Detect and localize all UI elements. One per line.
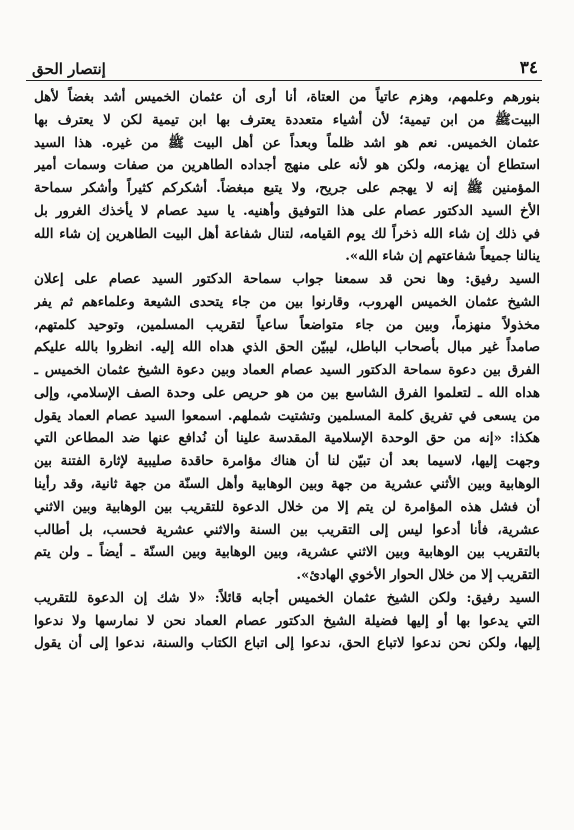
text-line: الوهابية وبين الأثني عشرية من جهة وبين الوهابية وأهل السنّة من جهة ثانية، وقد رأينا: [34, 476, 540, 493]
body-text: [34, 86, 540, 655]
text-line: بالتقريب بين الوهابية وبين الاثني عشرية، وبين الوهابية وبين السنّة ـ أيضاً ـ ولن يتم: [34, 544, 540, 561]
text-line: استطاع أن يهزمه، ولكن هو لأنه على منهج أجداده الطاهرين من صفات وسمات أمير: [34, 157, 540, 174]
text-line: إليها، ولكن نحن ندعوا لاتباع الحق، ندعوا إلى اتباع الكتاب والسنة، ندعوا إلى أن يقول: [34, 635, 540, 652]
text-line: المؤمنين ﷺ إنه لا يهجم على جريح، ولا يتبع مبغضاً. أشكركم كثيراً وأشكر سماحة: [34, 180, 540, 197]
page-number: ٣٤: [519, 58, 538, 78]
text-line: ينالنا جميعاً شفاعتهم إن شاء الله».: [345, 248, 540, 265]
text-line: من يسعى في تفريق كلمة المسلمين وتشتيت شملهم. اسمعوا السيد عصام العماد يقول: [34, 407, 540, 424]
text-line: الفرق بين دعوة سماحة الدكتور السيد عصام العماد وبين دعوة الشيخ عثمان الخميس ـ: [34, 362, 540, 379]
text-line: هداه الله ـ لتعلموا الفرق الشاسع بين من هو حريص على وحدة الصف الإسلامي، وإلى: [34, 384, 540, 401]
text-line: السيد رفيق: وها نحن قد سمعنا جواب سماحة الدكتور السيد عصام على إعلان: [34, 271, 540, 288]
text-line: التقريب إلا من خلال الحوار الأخوي الهادئ».: [296, 567, 540, 584]
text-line: عثمان الخميس. نعم هو اشد ظلماً وبعداً عن أهل البيت ﷺ من غيره. هذا السيد: [34, 134, 540, 151]
header-divider: [26, 80, 542, 81]
page-header: [28, 58, 540, 80]
text-line: هكذا: «إنه من حق الوحدة الإسلامية المقدسة علينا أن نُدافع عنها ضد المطاعن التي: [34, 430, 540, 447]
text-line: الأخ السيد الدكتور عصام على هذا التوفيق وأهنيه. يا سيد عصام لا يأخذك الغرور بل: [34, 202, 540, 219]
text-line: وجهت إليها، لاسيما بعد أن تبيّن لنا أن هناك مؤامرة حاقدة صليبية لإثارة الفتنة بين: [34, 453, 540, 470]
running-title: إنتصار الحق: [32, 60, 106, 78]
text-line: صامداً غير مبال بأصحاب الباطل، ليبيّن الحق الذي هداه الله إليه. انظروا بالله عليكم: [34, 339, 540, 356]
text-line: أن فشل هذه المؤامرة لن يتم إلا من خلال الدعوة للتقريب بين الوهابية وبين الاثني: [34, 498, 540, 515]
text-line: بنورهم وعلمهم، وهزم عاتياً من العتاة، أنا أرى أن عثمان الخميس أشد بغضاً لأهل: [34, 89, 540, 105]
text-line: مخذولاً منهزماً، وبين من جاء متواضعاً ساعياً لتقريب المسلمين، وتوحيد كلمتهم،: [34, 316, 540, 333]
text-line: الشيخ عثمان الخميس الهروب، وقارنوا بين من جاء يتحدى الشيعة وعلماءهم ثم يفر: [34, 293, 540, 310]
text-line: في ذلك إن شاء الله ذخراً لك يوم القيامه، لتنال شفاعة أهل البيت الطاهرين إن شاء الله: [34, 225, 540, 242]
text-line: التي يدعوا بها أو إليها فضيلة الشيخ الدكتور عصام العماد نحن لا نمارسها ولا ندعوا: [34, 612, 540, 629]
text-line: البيتﷺ من ابن تيمية؛ لأن أشياء متعددة يعترف بها ابن تيمية لكن لا يعترف بها: [34, 111, 540, 128]
text-line: السيد رفيق: ولكن الشيخ عثمان الخميس أجابه قائلاً: «لا شك إن الدعوة للتقريب: [34, 589, 540, 606]
text-line: عشرية، فأنا أدعوا ليس إلى التقريب بين السنة والاثني عشرية فحسب، بل أطالب: [34, 521, 540, 538]
